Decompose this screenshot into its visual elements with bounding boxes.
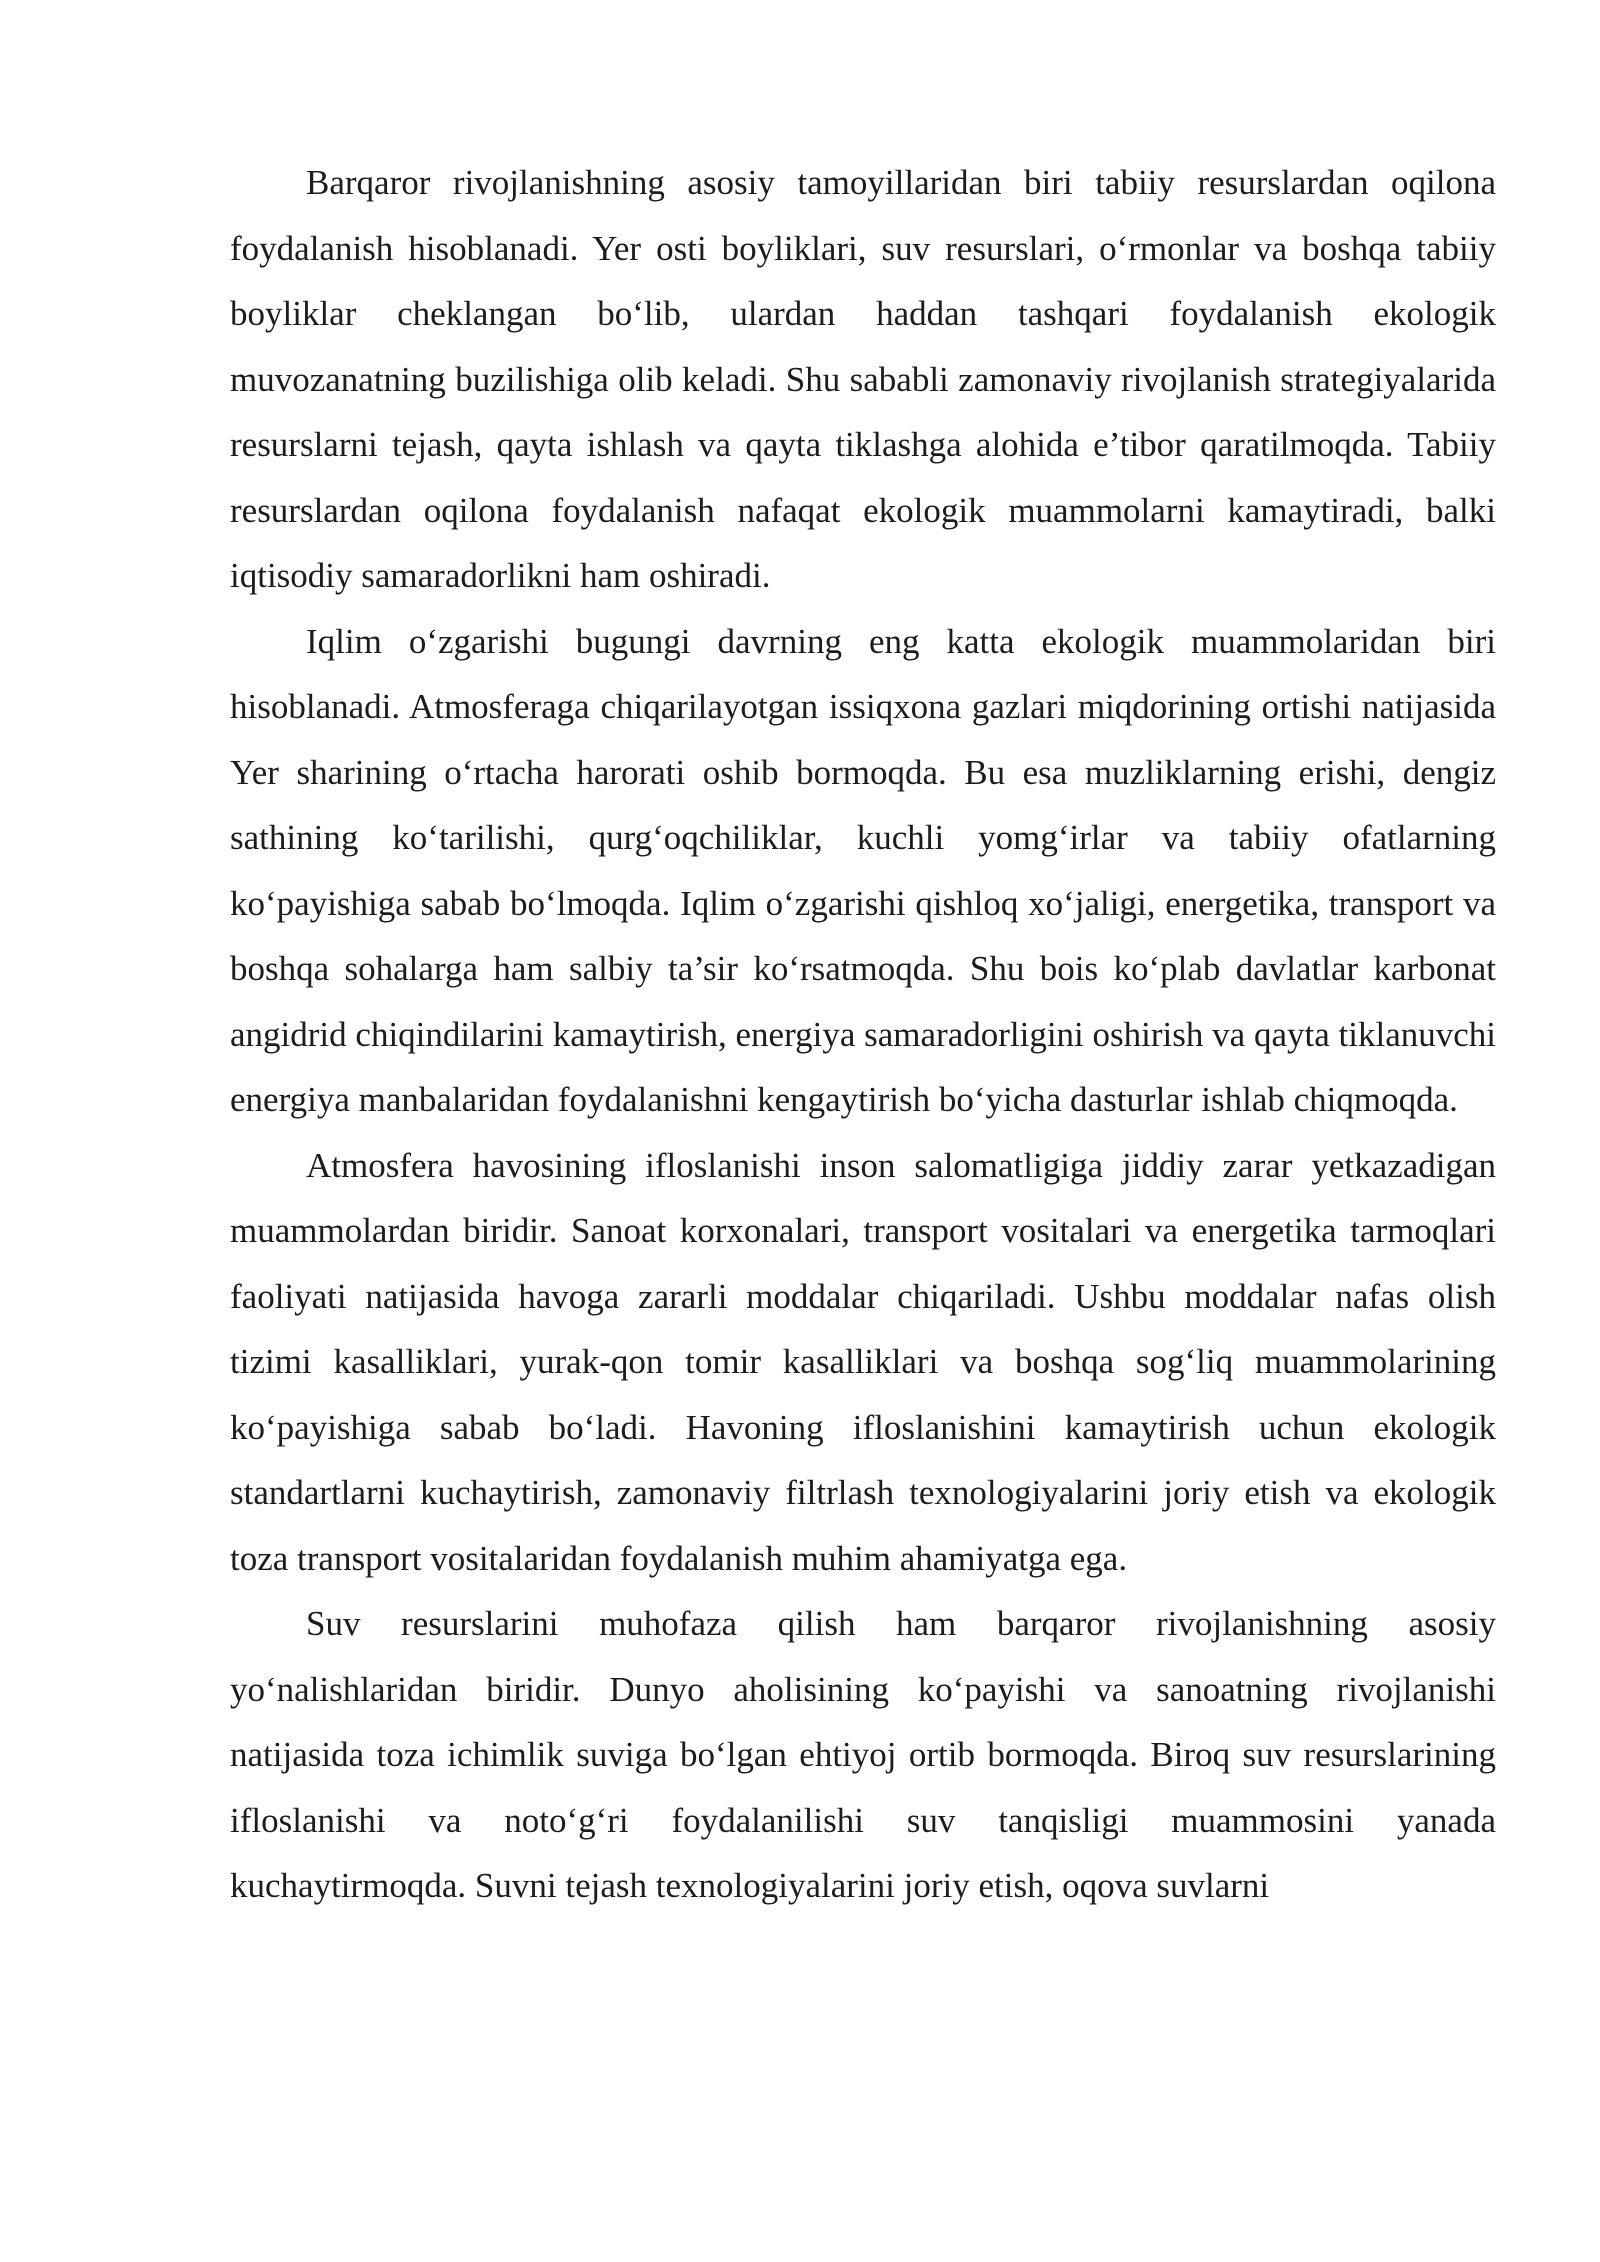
paragraph-water-resources: Suv resurslarini muhofaza qilish ham barqaror rivojlanishning asosiy yo‘nalishlaridan biridir. Dunyo aholisining ko‘payishi va sanoatning rivojlanishi natijasida toza ichimlik suviga bo‘lgan ehtiyoj ortib bormoqda. Biroq suv resurslarining ifloslanishi va noto‘g‘ri foydalanilishi suv tanqisligi muammosini yanada kuchaytirmoqda. Suvni tejash texnologiyalarini joriy etish, oqova suvlarni: [230, 1604, 1496, 1905]
paragraph-natural-resources: Barqaror rivojlanishning asosiy tamoyillaridan biri tabiiy resurslardan oqilona foydalanish hisoblanadi. Yer osti boyliklari, suv resurslari, o‘rmonlar va boshqa tabiiy boyliklar cheklangan bo‘lib, ulardan haddan tashqari foydalanish ekologik muvozanatning buzilishiga olib keladi. Shu sababli zamonaviy rivojlanish strategiyalarida resurslarni tejash, qayta ishlash va qayta tiklashga alohida e’tibor qaratilmoqda. Tabiiy resurslardan oqilona foydalanish nafaqat ekologik muammolarni kamaytiradi, balki iqtisodiy samaradorlikni ham oshiradi.: [230, 163, 1496, 595]
document-body: [230, 150, 1496, 1919]
paragraph-air-pollution: Atmosfera havosining ifloslanishi inson salomatligiga jiddiy zarar yetkazadigan muammolardan biridir. Sanoat korxonalari, transport vositalari va energetika tarmoqlari faoliyati natijasida havoga zararli moddalar chiqariladi. Ushbu moddalar nafas olish tizimi kasalliklari, yurak-qon tomir kasalliklari va boshqa sog‘liq muammolarining ko‘payishiga sabab bo‘ladi. Havoning ifloslanishini kamaytirish uchun ekologik standartlarni kuchaytirish, zamonaviy filtrlash texnologiyalarini joriy etish va ekologik toza transport vositalaridan foydalanish muhim ahamiyatga ega.: [230, 1145, 1496, 1578]
paragraph-climate-change: Iqlim o‘zgarishi bugungi davrning eng katta ekologik muammolaridan biri hisoblanadi. Atmosferaga chiqarilayotgan issiqxona gazlari miqdorining ortishi natijasida Yer sharining o‘rtacha harorati oshib bormoqda. Bu esa muzliklarning erishi, dengiz sathining ko‘tarilishi, qurg‘oqchiliklar, kuchli yomg‘irlar va tabiiy ofatlarning ko‘payishiga sabab bo‘lmoqda. Iqlim o‘zgarishi qishloq xo‘jaligi, energetika, transport va boshqa sohalarga ham salbiy ta’sir ko‘rsatmoqda. Shu bois ko‘plab davlatlar karbonat angidrid chiqindilarini kamaytirish, energiya samaradorligini oshirish va qayta tiklanuvchi energiya manbalaridan foydalanishni kengaytirish bo‘yicha dasturlar ishlab chiqmoqda.: [230, 621, 1496, 1119]
